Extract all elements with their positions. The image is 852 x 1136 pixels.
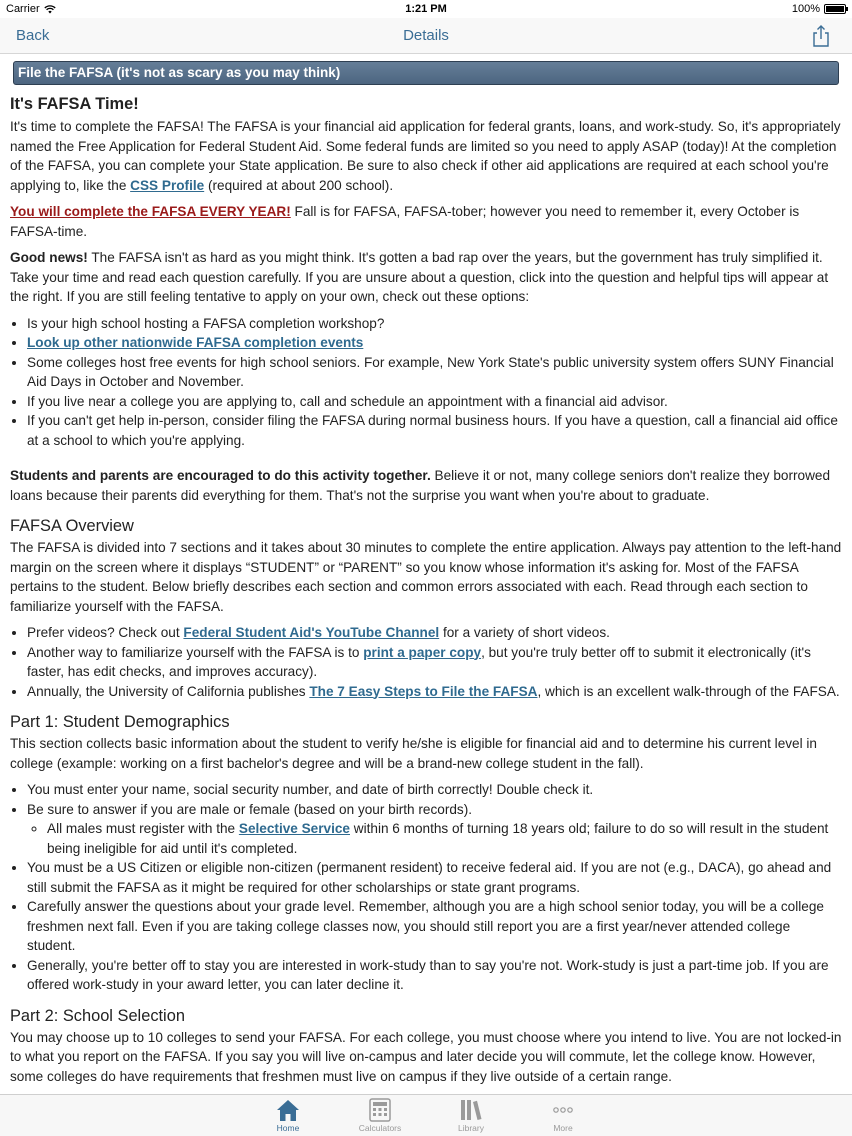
part1-sublist [47,819,842,858]
navigation-bar [0,18,852,54]
section-title-overview: FAFSA Overview [10,517,134,535]
tab-bar [0,1094,852,1136]
together-text: Believe it or not, many college seniors don't realize they borrowed loans because their parents did everything for them. That's not the surprise you want when you're about to graduate. [10,468,831,503]
together-paragraph [10,466,842,505]
battery-percent: 100% [791,3,820,15]
part1-paragraph: This section collects basic information about the student to verify he/she is eligible for financial aid and to determine his current level in college (example: working on a first bachelor's degree and will be a brand-new college student in the fall). [10,736,817,771]
overview-paragraph: The FAFSA is divided into 7 sections and it takes about 30 minutes to complete the entire application. Always pay attention to the left-hand margin on the screen where it displays “STUDENT” or “PARENT” so you know whose information it's asking for. Most of the FAFSA pertains to the student. Below briefly describes each section and common errors associated with each. Read through each section to familiarize yourself with the FAFSA. [10,540,842,614]
details-content[interactable] [0,58,852,1094]
list-item: • Carefully answer the questions about your grade level. Remember, although you are a high school senior today, you will be a college freshmen next fall. Even if you are taking college classes now, you should still report you are a first year/never attended college student. [27,897,842,956]
list-text: , but you're truly better off to submit it electronically (it's faster, has edit checks, and improves accuracy). [27,644,811,679]
completion-events-link[interactable]: Look up other nationwide FAFSA completion events [27,335,364,350]
status-right [792,3,846,15]
status-bar [0,0,852,18]
section-title-part1: Part 1: Student Demographics [10,713,230,731]
battery-icon [824,4,846,14]
list-text: for a variety of short videos. [439,625,610,640]
section-title-part2: Part 2: School Selection [10,1006,185,1025]
every-year-alert: You will complete the FAFSA EVERY YEAR! [10,204,291,219]
tab-label: Home [276,1123,300,1133]
list-item [27,800,842,859]
intro-paragraph [10,117,842,195]
paper-copy-link[interactable]: print a paper copy [363,644,482,660]
tab-more[interactable] [533,1097,593,1133]
intro-text-b: (required at about 200 school). [204,177,394,193]
list-text: , which is an excellent walk-through of the FAFSA. [537,683,840,699]
every-year-paragraph [10,202,842,241]
list-text: within 6 months of turning 18 years old; failure to do so will result in the student being ineligible for aid until it's completed. [47,821,829,856]
library-icon [458,1098,484,1122]
list-text: Be sure to answer if you are male or female (based on your birth records). [27,801,473,817]
list-text: All males must register with the [47,821,239,836]
list-item: • Is your high school hosting a FAFSA completion workshop? [27,314,842,334]
list-item [27,682,842,702]
list-item [27,643,842,682]
list-item: • You must enter your name, social security number, and date of birth correctly! Double check it. [27,780,842,800]
tab-calculators[interactable] [350,1097,410,1133]
spacer [10,456,842,466]
youtube-channel-link[interactable]: Federal Student Aid's YouTube Channel [183,625,440,640]
together-label: Students and parents are encouraged to do this activity together. [10,468,431,483]
list-item [27,333,842,353]
list-item [47,819,842,858]
css-profile-link[interactable]: CSS Profile [130,177,205,193]
section-title-fafsa-time: It's FAFSA Time! [10,95,139,113]
list-item: • Generally, you're better off to stay you are interested in work-study than to say you're not. Work-study is just a part-time job. If you are offered work-study in your award letter, you can later decline it. [27,956,842,995]
tab-library[interactable] [441,1097,501,1133]
battery-fill [826,6,844,12]
list-item: • You must be a US Citizen or eligible non-citizen (permanent resident) to receive federal aid. If you are not (e.g., DACA), go ahead and still submit the FAFSA as it might be required for other scholarships or state grant programs. [27,858,842,897]
list-text: Another way to familiarize yourself with the FAFSA is to [27,644,364,660]
list-text: Annually, the University of California publishes [27,683,310,699]
back-button[interactable]: Back [16,27,50,44]
every-year-text: Fall is for FAFSA, FAFSA-tober; however you need to remember it, every October is FAFSA-time. [10,204,800,239]
article-banner: File the FAFSA (it's not as scary as you may think) [13,61,839,85]
list-text: Prefer videos? Check out [27,625,184,640]
intro-text-a: It's time to complete the FAFSA! The FAFSA is your financial aid application for federal grants, loans, and work-study. So, it's appropriately named the Free Application for Federal Student Aid. Some federal funds are limited so you need to apply ASAP (today)! At the completion of the FAFSA, you can complete your State application. Be sure to also check if other aid applications are required at each school you're applying to, like the [10,119,841,193]
good-news-label: Good news! [10,250,88,265]
home-icon [275,1098,301,1122]
good-news-text: The FAFSA isn't as hard as you might think. It's gotten a bad rap over the years, but the government has truly simplified it. Take your time and read each question carefully. If you are unsure about a question, click into the question and helpful tips will appear at the right. If you are still feeling tentative to apply on your own, check out these options: [10,250,829,304]
carrier-label: Carrier [6,3,40,15]
overview-list [27,623,842,701]
help-options-list [27,314,842,451]
status-time: 1:21 PM [405,3,447,15]
tab-label: Library [458,1123,484,1133]
list-item: • Some colleges host free events for high school seniors. For example, New York State's public university system offers SUNY Financial Aid Days in October and November. [27,353,842,392]
tab-label: More [553,1123,573,1133]
list-item [27,623,842,643]
selective-service-link[interactable]: Selective Service [238,821,350,836]
seven-steps-link[interactable]: The 7 Easy Steps to File the FAFSA [309,683,538,699]
list-item: • If you live near a college you are applying to, call and schedule an appointment with a financial aid advisor. [27,392,842,412]
tab-label: Calculators [358,1123,402,1133]
tab-home[interactable] [258,1097,318,1133]
share-icon[interactable] [810,24,832,48]
more-icon [550,1098,576,1122]
part2-paragraph: You may choose up to 10 colleges to send your FAFSA. For each college, you must choose where you intend to live. You are not locked-in to what you report on the FAFSA. If you say you will live on-campus and later decide you will commute, let the college know. However, some colleges do have requirements that freshmen must live on campus if they live outside of a certain range. [10,1029,842,1084]
nav-title: Details [403,27,449,44]
good-news-paragraph [10,248,842,307]
calculator-icon [367,1098,393,1122]
part1-list [27,780,842,995]
list-item: • If you can't get help in-person, consider filing the FAFSA during normal business hours. If you have a question, call a financial aid office at a school to which you're applying. [27,411,842,450]
